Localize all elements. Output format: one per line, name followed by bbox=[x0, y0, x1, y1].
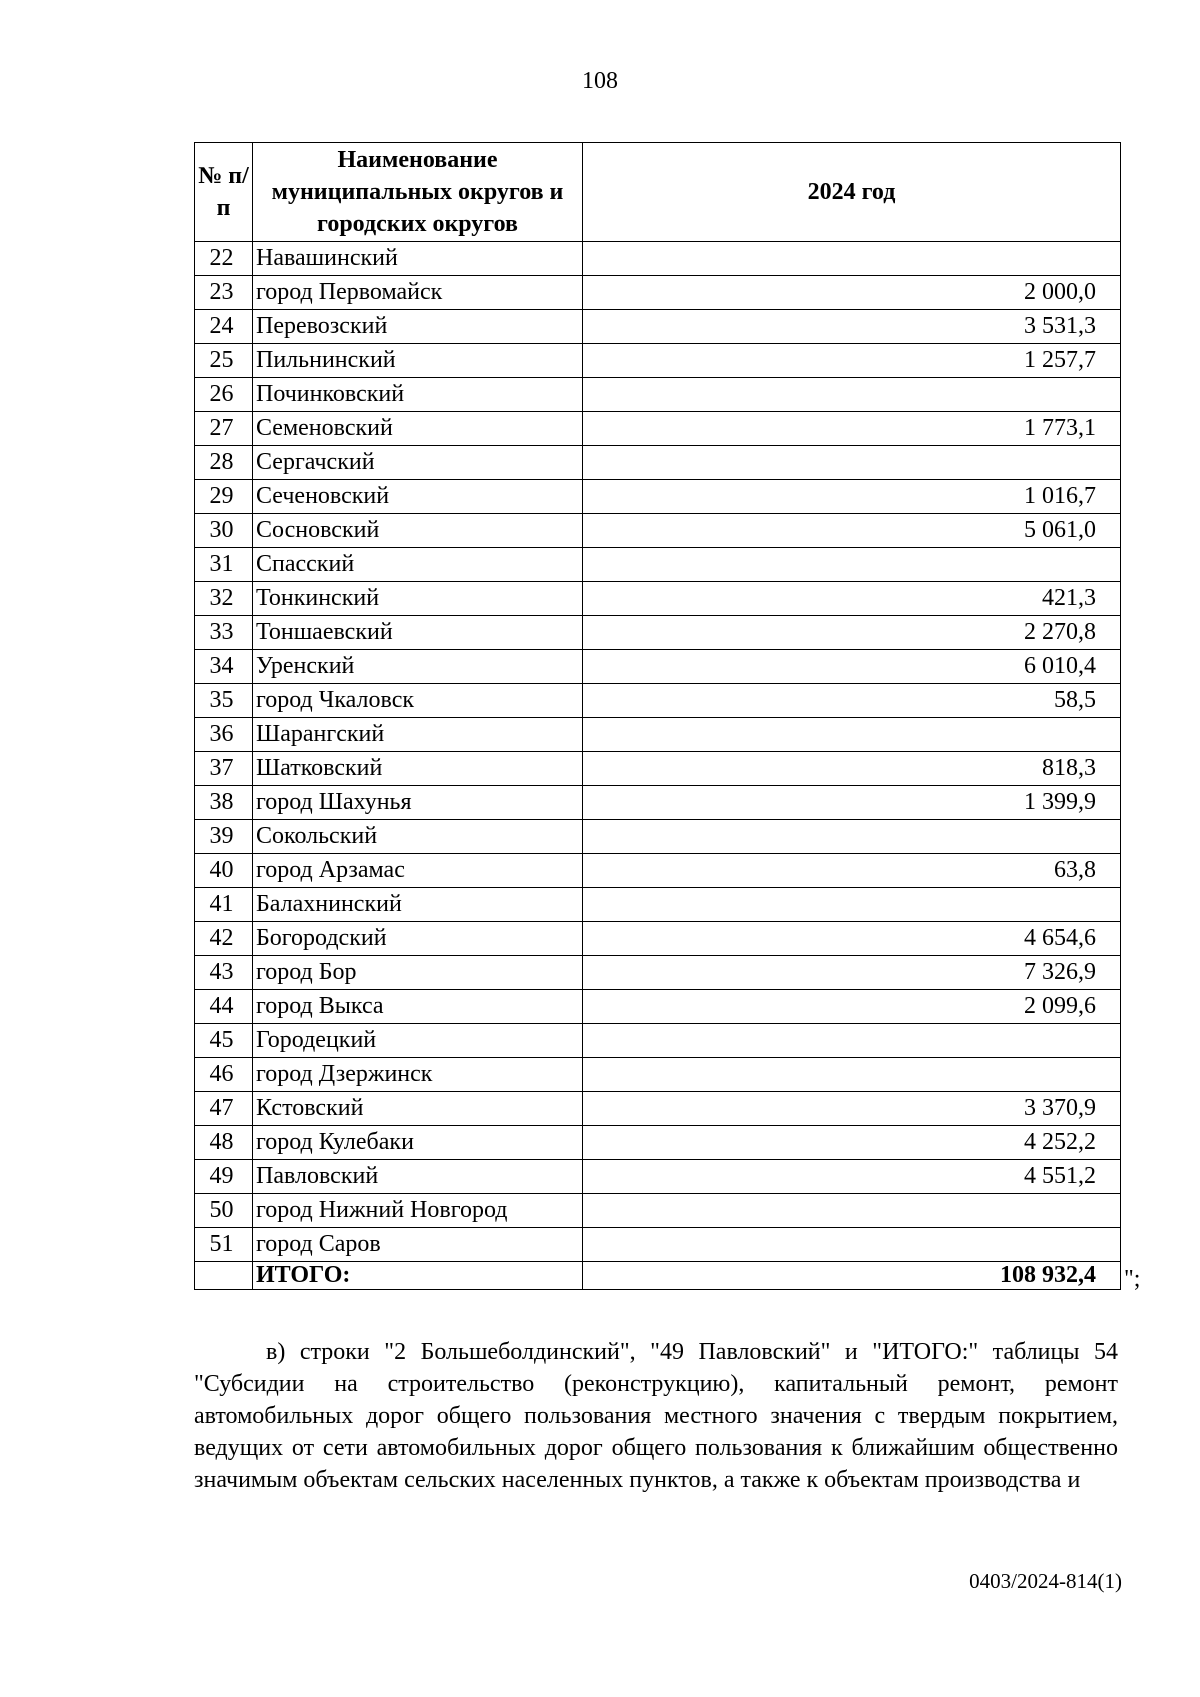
table-header-row bbox=[195, 143, 1121, 242]
row-value: 2 000,0 bbox=[583, 276, 1121, 310]
row-value: 818,3 bbox=[583, 752, 1121, 786]
table-body bbox=[195, 242, 1121, 1262]
row-num: 24 bbox=[195, 310, 253, 344]
table-row bbox=[195, 378, 1121, 412]
table-row bbox=[195, 276, 1121, 310]
row-num: 40 bbox=[195, 854, 253, 888]
row-value: 6 010,4 bbox=[583, 650, 1121, 684]
row-num: 48 bbox=[195, 1126, 253, 1160]
row-num: 30 bbox=[195, 514, 253, 548]
row-num: 42 bbox=[195, 922, 253, 956]
row-value bbox=[583, 378, 1121, 412]
row-num: 43 bbox=[195, 956, 253, 990]
row-num: 47 bbox=[195, 1092, 253, 1126]
row-name: город Дзержинск bbox=[253, 1058, 583, 1092]
table-row bbox=[195, 1024, 1121, 1058]
row-value bbox=[583, 888, 1121, 922]
table-row bbox=[195, 616, 1121, 650]
total-label: ИТОГО: bbox=[253, 1262, 583, 1290]
table-row bbox=[195, 1058, 1121, 1092]
table-row bbox=[195, 820, 1121, 854]
row-name: Сосновский bbox=[253, 514, 583, 548]
row-num: 49 bbox=[195, 1160, 253, 1194]
closing-quote: "; bbox=[1124, 1266, 1141, 1292]
row-name: город Нижний Новгород bbox=[253, 1194, 583, 1228]
row-name: Павловский bbox=[253, 1160, 583, 1194]
row-name: Балахнинский bbox=[253, 888, 583, 922]
row-num: 46 bbox=[195, 1058, 253, 1092]
row-name: Тоншаевский bbox=[253, 616, 583, 650]
row-value bbox=[583, 1024, 1121, 1058]
row-value: 7 326,9 bbox=[583, 956, 1121, 990]
table-row bbox=[195, 888, 1121, 922]
amendment-paragraph: в) строки "2 Большеболдинский", "49 Павловский" и "ИТОГО:" таблицы 54 "Субсидии на строительство (реконструкцию), капитальный ремонт, ремонт автомобильных дорог общего пользования местного значения с твердым покрытием, ведущих от сети автомобильных дорог общего пользования к ближайшим общественно значимым объектам сельских населенных пунктов, а также к объектам производства и bbox=[194, 1339, 1118, 1493]
table-row bbox=[195, 650, 1121, 684]
row-name: Уренский bbox=[253, 650, 583, 684]
table-row bbox=[195, 344, 1121, 378]
row-value: 3 370,9 bbox=[583, 1092, 1121, 1126]
row-value: 1 773,1 bbox=[583, 412, 1121, 446]
total-row bbox=[195, 1262, 1121, 1290]
table-row bbox=[195, 582, 1121, 616]
row-value bbox=[583, 242, 1121, 276]
table-row bbox=[195, 1160, 1121, 1194]
header-num: № п/п bbox=[195, 143, 253, 242]
row-value: 5 061,0 bbox=[583, 514, 1121, 548]
row-num: 28 bbox=[195, 446, 253, 480]
table-row bbox=[195, 786, 1121, 820]
row-value bbox=[583, 820, 1121, 854]
row-value: 1 399,9 bbox=[583, 786, 1121, 820]
row-name: Кстовский bbox=[253, 1092, 583, 1126]
row-value bbox=[583, 1058, 1121, 1092]
row-name: Перевозский bbox=[253, 310, 583, 344]
row-num: 39 bbox=[195, 820, 253, 854]
row-value bbox=[583, 718, 1121, 752]
table-row bbox=[195, 1194, 1121, 1228]
table-row bbox=[195, 854, 1121, 888]
table-row bbox=[195, 1092, 1121, 1126]
row-num: 22 bbox=[195, 242, 253, 276]
row-num: 25 bbox=[195, 344, 253, 378]
table-row bbox=[195, 718, 1121, 752]
row-num: 31 bbox=[195, 548, 253, 582]
row-value: 4 252,2 bbox=[583, 1126, 1121, 1160]
row-value bbox=[583, 1194, 1121, 1228]
row-value: 4 551,2 bbox=[583, 1160, 1121, 1194]
table-row bbox=[195, 922, 1121, 956]
table-row bbox=[195, 446, 1121, 480]
row-name: город Саров bbox=[253, 1228, 583, 1262]
row-name: Богородский bbox=[253, 922, 583, 956]
table-row bbox=[195, 1126, 1121, 1160]
table-row bbox=[195, 752, 1121, 786]
row-value bbox=[583, 1228, 1121, 1262]
row-name: Шатковский bbox=[253, 752, 583, 786]
row-name: Городецкий bbox=[253, 1024, 583, 1058]
row-num: 37 bbox=[195, 752, 253, 786]
table-row bbox=[195, 684, 1121, 718]
row-name: город Кулебаки bbox=[253, 1126, 583, 1160]
row-name: город Арзамас bbox=[253, 854, 583, 888]
row-value: 3 531,3 bbox=[583, 310, 1121, 344]
table-row bbox=[195, 412, 1121, 446]
row-name: город Чкаловск bbox=[253, 684, 583, 718]
row-name: Сеченовский bbox=[253, 480, 583, 514]
row-name: Пильнинский bbox=[253, 344, 583, 378]
row-num: 23 bbox=[195, 276, 253, 310]
row-name: Шарангский bbox=[253, 718, 583, 752]
row-num: 32 bbox=[195, 582, 253, 616]
row-name: Спасский bbox=[253, 548, 583, 582]
header-year: 2024 год bbox=[583, 143, 1121, 242]
row-num: 51 bbox=[195, 1228, 253, 1262]
row-value bbox=[583, 446, 1121, 480]
subsidy-table bbox=[194, 142, 1121, 1290]
row-num: 27 bbox=[195, 412, 253, 446]
total-num bbox=[195, 1262, 253, 1290]
row-num: 38 bbox=[195, 786, 253, 820]
row-name: Сокольский bbox=[253, 820, 583, 854]
row-num: 36 bbox=[195, 718, 253, 752]
table-row bbox=[195, 480, 1121, 514]
table-row bbox=[195, 310, 1121, 344]
table-row bbox=[195, 514, 1121, 548]
row-name: Семеновский bbox=[253, 412, 583, 446]
row-num: 45 bbox=[195, 1024, 253, 1058]
row-name: город Бор bbox=[253, 956, 583, 990]
page-number: 108 bbox=[582, 68, 618, 94]
row-num: 35 bbox=[195, 684, 253, 718]
table-row bbox=[195, 1228, 1121, 1262]
row-name: Тонкинский bbox=[253, 582, 583, 616]
row-value bbox=[583, 548, 1121, 582]
table-row bbox=[195, 990, 1121, 1024]
row-name: город Первомайск bbox=[253, 276, 583, 310]
row-value: 2 270,8 bbox=[583, 616, 1121, 650]
row-value: 2 099,6 bbox=[583, 990, 1121, 1024]
row-name: Навашинский bbox=[253, 242, 583, 276]
row-num: 50 bbox=[195, 1194, 253, 1228]
row-name: Починковский bbox=[253, 378, 583, 412]
row-name: город Шахунья bbox=[253, 786, 583, 820]
row-num: 26 bbox=[195, 378, 253, 412]
row-value: 63,8 bbox=[583, 854, 1121, 888]
table-row bbox=[195, 242, 1121, 276]
row-value: 421,3 bbox=[583, 582, 1121, 616]
row-num: 29 bbox=[195, 480, 253, 514]
row-name: Сергачский bbox=[253, 446, 583, 480]
row-num: 34 bbox=[195, 650, 253, 684]
row-value: 4 654,6 bbox=[583, 922, 1121, 956]
header-name: Наименование муниципальных округов и городских округов bbox=[253, 143, 583, 242]
row-num: 41 bbox=[195, 888, 253, 922]
row-num: 44 bbox=[195, 990, 253, 1024]
table-row bbox=[195, 548, 1121, 582]
row-value: 58,5 bbox=[583, 684, 1121, 718]
row-num: 33 bbox=[195, 616, 253, 650]
table-row bbox=[195, 956, 1121, 990]
total-value: 108 932,4 bbox=[583, 1262, 1121, 1290]
row-value: 1 016,7 bbox=[583, 480, 1121, 514]
document-code: 0403/2024-814(1) bbox=[969, 1569, 1122, 1593]
row-name: город Выкса bbox=[253, 990, 583, 1024]
row-value: 1 257,7 bbox=[583, 344, 1121, 378]
